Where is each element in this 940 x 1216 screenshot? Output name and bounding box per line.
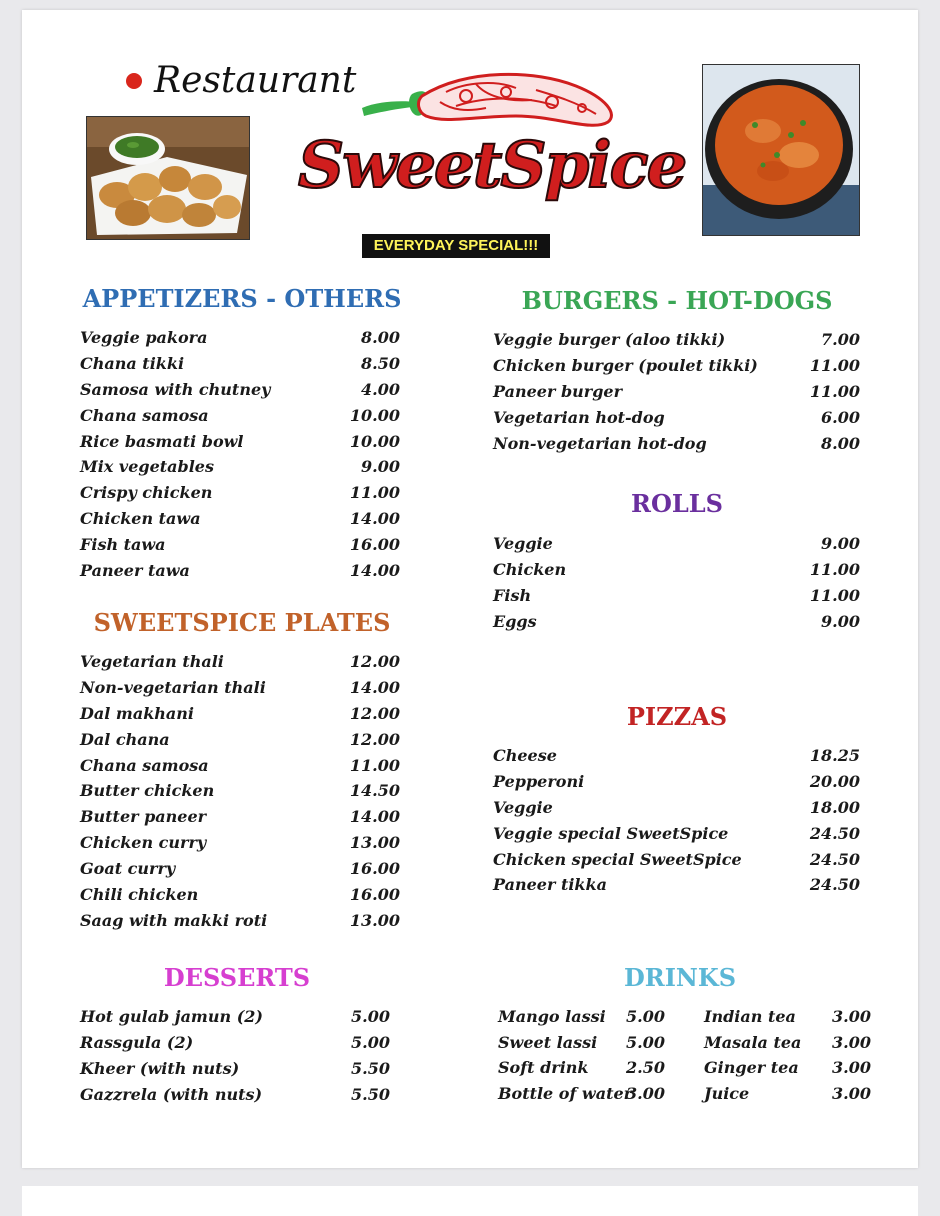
item-price: 14.00: [349, 561, 400, 581]
drink-price: 3.00: [832, 1032, 871, 1052]
item-name: Samosa with chutney: [80, 379, 271, 399]
rolls-list: [493, 531, 860, 635]
item-price: 13.00: [349, 833, 400, 853]
item-name: Paneer burger: [493, 381, 623, 401]
item-price: 11.00: [809, 559, 860, 579]
item-price: 8.00: [361, 328, 400, 347]
item-price: 5.50: [351, 1084, 390, 1104]
appetizer-item: [80, 429, 400, 455]
item-name: Butter chicken: [80, 781, 215, 801]
item-name: Veggie pakora: [80, 328, 208, 347]
item-price: 5.00: [351, 1007, 390, 1026]
drink-name: Juice: [704, 1084, 750, 1104]
appetizer-item: [80, 325, 400, 351]
restaurant-text: Restaurant: [154, 60, 357, 101]
item-name: Chana samosa: [80, 755, 209, 775]
appetizer-item: [80, 480, 400, 506]
appetizers-list: [80, 325, 400, 584]
rolls-heading: ROLLS: [631, 489, 723, 518]
item-price: 14.00: [349, 677, 400, 697]
dessert-item: [80, 1030, 390, 1056]
next-page-edge: [22, 1186, 918, 1216]
logo-wordmark: SweetSpice: [298, 128, 686, 203]
item-name: Hot gulab jamun (2): [80, 1007, 263, 1026]
drink-row: [498, 1030, 871, 1056]
appetizer-item: [80, 377, 400, 403]
plate-item: [80, 727, 400, 753]
desserts-heading: DESSERTS: [163, 963, 311, 992]
drink-name: Masala tea: [704, 1032, 802, 1052]
restaurant-label: [126, 60, 356, 101]
pizza-item: [493, 769, 860, 795]
drink-name: Mango lassi: [498, 1007, 606, 1026]
pizza-item: [493, 743, 860, 769]
item-name: Rice basmati bowl: [80, 431, 244, 451]
item-price: 11.00: [809, 355, 860, 375]
item-price: 18.00: [809, 797, 860, 817]
item-price: 10.00: [349, 431, 400, 451]
item-price: 9.00: [821, 534, 860, 553]
item-price: 10.00: [349, 405, 400, 425]
drink-name: Indian tea: [704, 1007, 796, 1026]
pizza-item: [493, 872, 860, 898]
drink-price: 5.00: [626, 1007, 665, 1026]
item-price: 24.50: [809, 875, 860, 895]
item-name: Dal makhani: [80, 703, 194, 723]
drink-price: 2.50: [626, 1058, 665, 1078]
drink-name: Sweet lassi: [498, 1032, 598, 1052]
item-name: Chana samosa: [80, 405, 209, 425]
drink-price: 3.00: [832, 1084, 871, 1104]
desserts-list: [80, 1004, 390, 1108]
item-name: Saag with makki roti: [80, 910, 268, 930]
item-price: 11.00: [809, 381, 860, 401]
item-price: 11.00: [349, 483, 400, 503]
item-name: Butter paneer: [80, 807, 207, 827]
item-name: Chana tikki: [80, 353, 185, 373]
item-price: 11.00: [809, 585, 860, 605]
item-price: 12.00: [349, 703, 400, 723]
item-price: 12.00: [349, 729, 400, 749]
appetizer-item: [80, 532, 400, 558]
appetizers-heading: APPETIZERS - OTHERS: [82, 284, 402, 313]
item-name: Chicken burger (poulet tikki): [493, 355, 758, 375]
item-price: 13.00: [349, 910, 400, 930]
curry-photo: [702, 64, 860, 236]
dessert-item: [80, 1056, 390, 1082]
item-name: Veggie special SweetSpice: [493, 823, 729, 843]
item-name: Veggie: [493, 534, 553, 553]
item-name: Dal chana: [80, 729, 170, 749]
item-price: 5.50: [351, 1058, 390, 1078]
item-name: Fish: [493, 585, 532, 605]
item-price: 9.00: [361, 457, 400, 477]
item-name: Chicken: [493, 559, 567, 579]
item-price: 5.00: [351, 1032, 390, 1052]
item-price: 24.50: [809, 823, 860, 843]
plates-list: [80, 649, 400, 934]
item-price: 8.00: [821, 433, 860, 453]
plates-heading: SWEETSPICE PLATES: [93, 608, 391, 637]
drink-price: 3.00: [626, 1084, 665, 1104]
drink-row: [498, 1081, 871, 1107]
item-name: Vegetarian thali: [80, 652, 224, 671]
item-price: 9.00: [821, 611, 860, 631]
item-price: 16.00: [349, 885, 400, 905]
drink-row: [498, 1055, 871, 1081]
item-name: Chili chicken: [80, 885, 199, 905]
item-name: Non-vegetarian thali: [80, 677, 266, 697]
pizza-item: [493, 795, 860, 821]
item-name: Rassgula (2): [80, 1032, 194, 1052]
drink-name: Bottle of water: [498, 1084, 633, 1104]
drink-price: 3.00: [832, 1058, 871, 1078]
item-name: Goat curry: [80, 859, 176, 879]
burger-item: [493, 379, 860, 405]
plate-item: [80, 830, 400, 856]
burger-item: [493, 431, 860, 457]
plate-item: [80, 649, 400, 675]
item-name: Paneer tikka: [493, 875, 607, 895]
roll-item: [493, 531, 860, 557]
item-name: Cheese: [493, 746, 557, 765]
burger-item: [493, 405, 860, 431]
item-price: 12.00: [349, 652, 400, 671]
plate-item: [80, 675, 400, 701]
item-name: Mix vegetables: [80, 457, 214, 477]
burger-item: [493, 327, 860, 353]
item-name: Non-vegetarian hot-dog: [493, 433, 707, 453]
item-price: 14.50: [349, 781, 400, 801]
plate-item: [80, 778, 400, 804]
item-name: Fish tawa: [80, 535, 166, 555]
item-name: Gazzrela (with nuts): [80, 1084, 263, 1104]
burgers-heading: BURGERS - HOT-DOGS: [521, 286, 833, 315]
item-price: 18.25: [809, 746, 860, 765]
plate-item: [80, 882, 400, 908]
item-name: Paneer tawa: [80, 561, 190, 581]
item-name: Eggs: [493, 611, 537, 631]
pizzas-list: [493, 743, 860, 898]
drink-name: Soft drink: [498, 1058, 589, 1078]
pizza-item: [493, 847, 860, 873]
plate-item: [80, 804, 400, 830]
drink-price: 5.00: [626, 1032, 665, 1052]
item-name: Veggie burger (aloo tikki): [493, 330, 726, 349]
item-name: Chicken tawa: [80, 509, 201, 529]
roll-item: [493, 583, 860, 609]
drinks-list: [498, 1004, 871, 1107]
item-price: 8.50: [361, 353, 400, 373]
item-name: Kheer (with nuts): [80, 1058, 240, 1078]
appetizer-item: [80, 506, 400, 532]
plate-item: [80, 701, 400, 727]
pakora-photo: [86, 116, 250, 240]
plate-item: [80, 908, 400, 934]
burger-item: [493, 353, 860, 379]
item-name: Vegetarian hot-dog: [493, 407, 665, 427]
pizza-item: [493, 821, 860, 847]
appetizer-item: [80, 454, 400, 480]
appetizer-item: [80, 558, 400, 584]
item-price: 20.00: [809, 771, 860, 791]
drinks-heading: DRINKS: [623, 963, 737, 992]
bullet-dot-icon: [126, 73, 142, 89]
item-name: Pepperoni: [493, 771, 585, 791]
item-price: 4.00: [361, 379, 400, 399]
item-name: Veggie: [493, 797, 553, 817]
plate-item: [80, 753, 400, 779]
item-name: Crispy chicken: [80, 483, 213, 503]
appetizer-item: [80, 351, 400, 377]
item-price: 16.00: [349, 535, 400, 555]
item-price: 14.00: [349, 807, 400, 827]
item-price: 11.00: [349, 755, 400, 775]
drink-name: Ginger tea: [704, 1058, 799, 1078]
item-price: 14.00: [349, 509, 400, 529]
burgers-list: [493, 327, 860, 456]
item-price: 24.50: [809, 849, 860, 869]
dessert-item: [80, 1004, 390, 1030]
item-price: 16.00: [349, 859, 400, 879]
dessert-item: [80, 1082, 390, 1108]
roll-item: [493, 557, 860, 583]
item-price: 6.00: [821, 407, 860, 427]
special-banner: EVERYDAY SPECIAL!!!: [362, 234, 550, 258]
item-name: Chicken curry: [80, 833, 207, 853]
drink-price: 3.00: [832, 1007, 871, 1026]
appetizer-item: [80, 403, 400, 429]
pizzas-heading: PIZZAS: [626, 702, 728, 731]
item-price: 7.00: [821, 330, 860, 349]
item-name: Chicken special SweetSpice: [493, 849, 742, 869]
roll-item: [493, 609, 860, 635]
drink-row: [498, 1004, 871, 1030]
plate-item: [80, 856, 400, 882]
